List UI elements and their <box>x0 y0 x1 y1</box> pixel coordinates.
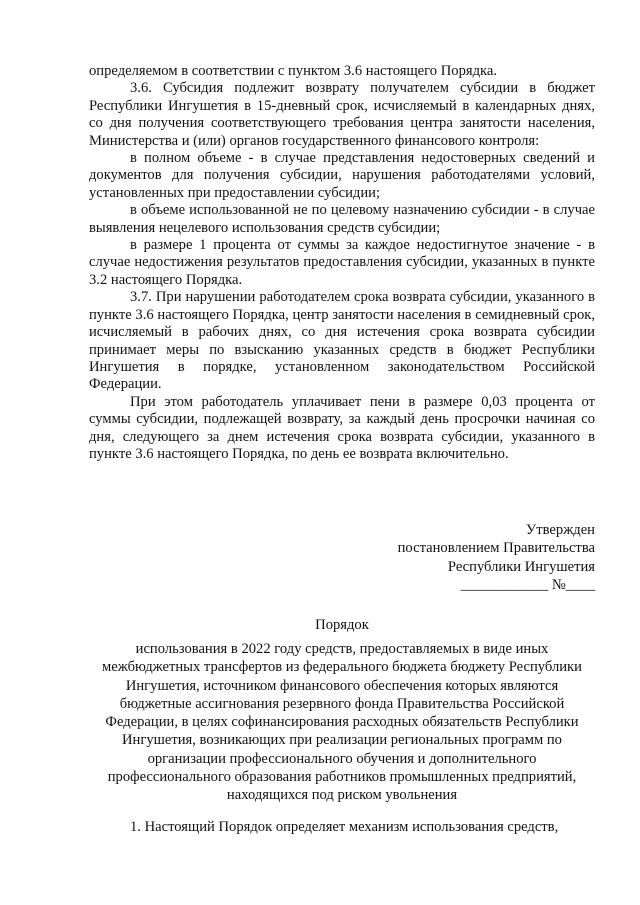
paragraph-misuse: в объеме использованной не по целевому назначению субсидии - в случае выявления нецелевого использования средств субсидии; <box>89 202 595 236</box>
paragraph-1-text: 1. Настоящий Порядок определяет механизм использования средств, <box>130 819 559 835</box>
paragraph-continuation: определяемом в соответствии с пунктом 3.6 настоящего Порядка. <box>89 63 497 79</box>
approval-line-number: ____________ №____ <box>460 577 595 594</box>
approval-stamp <box>398 521 595 595</box>
paragraph-one-percent: в размере 1 процента от суммы за каждое недостигнутое значение - в случае недостижения результатов предоставления субсидии, указанных в пункте 3.2 настоящего Порядка. <box>89 237 595 288</box>
approval-line-republic: Республики Ингушетия <box>447 558 595 575</box>
paragraph-1 <box>89 819 595 836</box>
paragraph-full-amount: в полном объеме - в случае представления недостоверных сведений и документов для получения субсидии, нарушения работодателями условий, установленных при предоставлении субсидии; <box>89 150 595 201</box>
document-subtitle: использования в 2022 году средств, предоставляемых в виде иных межбюджетных трансфертов из федерального бюджета бюджету Республики Ингушетия, источником финансового обеспечения которых являются бюджетные ассигнования резервного фонда Правительства Российской Федерации, в целях софинансирования расходных обязательств Республики Ингушетия, возникающих при реализации региональных программ по организации профессионального обучения и дополнительного профессионального образования работников промышленных предприятий, находящихся под риском увольнения <box>102 641 582 804</box>
paragraph-3-7: 3.7. При нарушении работодателем срока возврата субсидии, указанного в пункте 3.6 настоящего Порядка, центр занятости населения в семидневный срок, исчисляемый в рабочих днях, со дня истечения срока возврата субсидии принимает меры по взысканию указанных средств в бюджет Республики Ингушетия в порядке, установленном законодательством Российской Федерации. <box>89 289 595 393</box>
approval-line-approved: Утвержден <box>525 522 595 538</box>
approval-line-decree: постановлением Правительства <box>397 540 595 557</box>
paragraph-3-6: 3.6. Субсидия подлежит возврату получателем субсидии в бюджет Республики Ингушетия в 15-дневный срок, исчисляемый в календарных днях, со дня получения соответствующего требования центра занятости населения, Министерства и (или) органов государственного финансового контроля: <box>89 80 595 149</box>
paragraph-penalty: При этом работодатель уплачивает пени в размере 0,03 процента от суммы субсидии, подлежащей возврату, за каждый день просрочки начиная со дня, следующего за днем истечения срока возврата субсидии, указанного в пункте 3.6 настоящего Порядка, по день ее возврата включительно. <box>89 393 595 462</box>
procedure-section-3 <box>89 63 595 463</box>
document-title: Порядок <box>315 617 369 633</box>
